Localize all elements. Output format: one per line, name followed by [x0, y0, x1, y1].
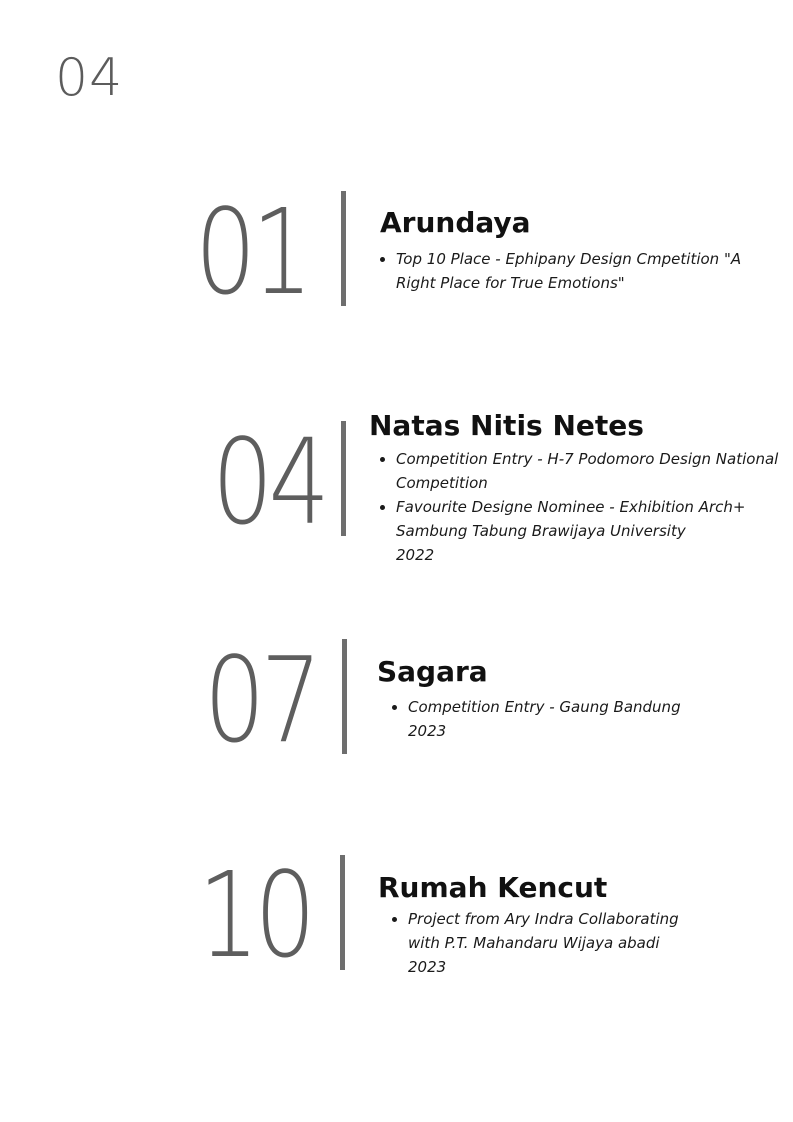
- project-details-list: [380, 447, 778, 567]
- project-details-list: [392, 695, 681, 743]
- vertical-divider: [340, 855, 345, 970]
- project-details-list: [392, 907, 679, 979]
- detail-line: Favourite Designe Nominee - Exhibition Arch+: [396, 498, 746, 516]
- vertical-divider: [341, 421, 346, 536]
- detail-line: Sambung Tabung Brawijaya University: [396, 522, 686, 540]
- entry-number: 10: [197, 846, 311, 984]
- detail-line: 2023: [408, 958, 447, 976]
- detail-line: Right Place for True Emotions": [396, 274, 625, 292]
- entry-number: 04: [211, 413, 325, 551]
- entry-number: 01: [194, 183, 308, 321]
- project-title: Rumah Kencut: [378, 871, 608, 904]
- detail-line: 2023: [408, 722, 447, 740]
- project-title: Sagara: [377, 655, 488, 688]
- detail-line: Top 10 Place - Ephipany Design Cmpetition "A: [396, 250, 742, 268]
- detail-item: [380, 247, 741, 295]
- page-number: 04: [55, 48, 124, 108]
- detail-line: 2022: [396, 546, 435, 564]
- detail-line: Competition Entry - Gaung Bandung: [408, 698, 681, 716]
- detail-item: [380, 447, 778, 495]
- vertical-divider: [341, 191, 346, 306]
- detail-item: [392, 907, 679, 979]
- project-details-list: [380, 247, 741, 295]
- detail-line: with P.T. Mahandaru Wijaya abadi: [408, 934, 660, 952]
- detail-line: Competition: [396, 474, 488, 492]
- project-title: Arundaya: [380, 206, 531, 239]
- detail-item: [392, 695, 681, 743]
- detail-line: Project from Ary Indra Collaborating: [408, 910, 679, 928]
- detail-item: [380, 495, 778, 567]
- detail-line: Competition Entry - H-7 Podomoro Design National: [396, 450, 779, 468]
- project-title: Natas Nitis Netes: [369, 409, 644, 442]
- entry-number: 07: [203, 631, 317, 769]
- vertical-divider: [342, 639, 347, 754]
